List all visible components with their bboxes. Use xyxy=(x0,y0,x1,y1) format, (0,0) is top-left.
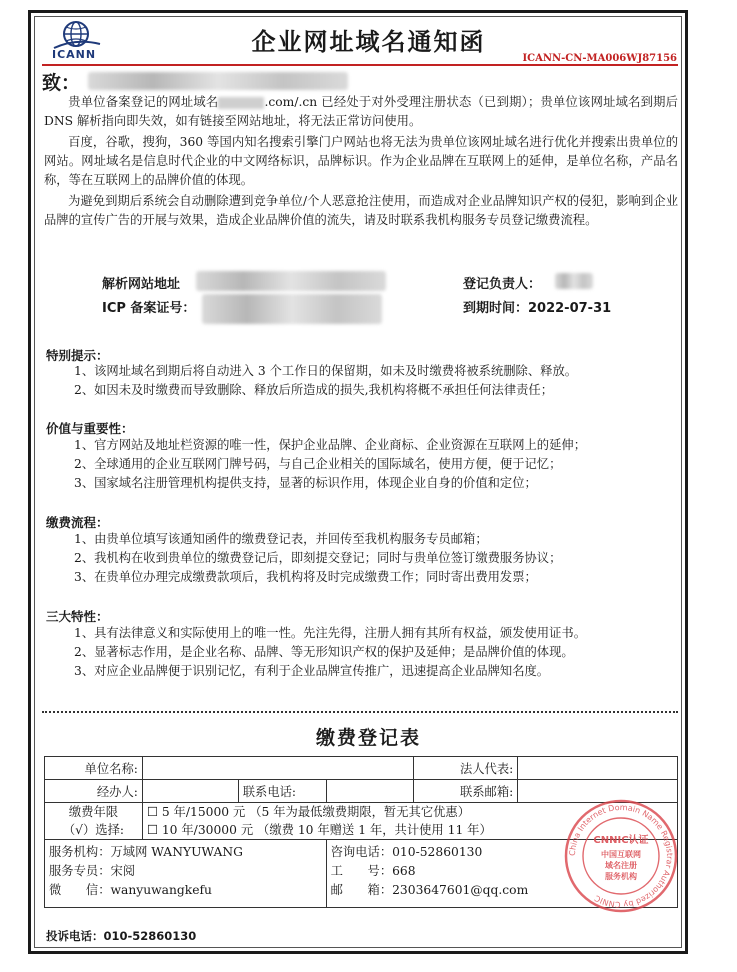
section-item: 1、由贵单位填写该通知函件的缴费登记表，并回传至我机构服务专员邮箱； xyxy=(74,532,488,546)
section-item: 3、国家域名注册管理机构提供支持，显著的标识作用，体现企业自身的价值和定位； xyxy=(74,476,537,490)
domain-redacted xyxy=(218,97,264,109)
agency-org: 服务机构：万域网 WANYUWANG xyxy=(49,845,243,859)
site-address-redacted xyxy=(196,271,386,291)
header-divider xyxy=(42,64,678,66)
document-title: 企业网址域名通知函 xyxy=(251,27,486,56)
recipient-redacted xyxy=(88,72,348,90)
section-title-features: 三大特性： xyxy=(46,609,109,624)
legal-rep-field[interactable] xyxy=(518,757,678,780)
cnnic-seal-icon xyxy=(563,798,679,914)
handler-field[interactable] xyxy=(142,780,238,803)
option-5-years[interactable]: ☐ 5 年/15000 元 （5 年为最低缴费期限，暂无其它优惠） xyxy=(146,805,471,819)
section-item: 2、显著标志作用，是企业名称、品牌、等无形知识产权的保护及延伸；是品牌价值的体现。 xyxy=(74,645,574,659)
paragraph-3 xyxy=(44,192,678,230)
contact-hotline: 咨询电话：010-52860130 xyxy=(330,845,483,859)
paragraph-1 xyxy=(44,93,678,131)
term-label-line-1: 缴费年限 xyxy=(68,805,119,819)
expiry-date: 到期时间：2022-07-31 xyxy=(463,301,612,316)
paragraph-2-text: 百度，谷歌，搜狗，360 等国内知名搜索引擎门户网站也将无法为贵单位该网址域名进行优化并搜索出贵单位的网站。网址域名是信息时代企业的中文网络标识，品牌标识。作为企业品牌在互联网上的延伸，是单位名称，产品名称，等在互联网上的品牌价值的体现。 xyxy=(44,135,678,187)
seal-line-2: 中国互联网 xyxy=(601,850,641,859)
owner-redacted xyxy=(555,273,593,289)
handler-label: 经办人: xyxy=(45,780,143,803)
seal-line-1: CNNIC认证 xyxy=(593,835,649,846)
section-title-notice: 特别提示： xyxy=(46,348,109,363)
section-title-value: 价值与重要性： xyxy=(46,421,134,436)
site-address-label: 解析网站地址 xyxy=(102,277,181,292)
section-item: 3、在贵单位办理完成缴费款项后，我机构将及时完成缴费工作；同时寄出费用发票； xyxy=(74,570,537,584)
dotted-separator xyxy=(42,711,678,713)
unit-name-field[interactable] xyxy=(142,757,414,780)
section-item: 1、具有法律意义和实际使用上的唯一性。先注先得，注册人拥有其所有权益，颁发使用证书。 xyxy=(74,626,586,640)
complaint-phone: 投诉电话：010-52860130 xyxy=(46,929,197,943)
paragraph-1-a: 贵单位备案登记的网址域名 xyxy=(68,95,219,109)
phone-label: 联系电话: xyxy=(238,780,326,803)
section-item: 3、对应企业品牌便于识别记忆，有利于企业品牌宣传推广，迅速提高企业品牌知名度。 xyxy=(74,664,550,678)
section-item: 2、我机构在收到贵单位的缴费登记后，即刻提交登记；同时与贵单位签订缴费服务协议； xyxy=(74,551,562,565)
paragraph-2 xyxy=(44,133,678,190)
icp-label: ICP 备案证号： xyxy=(102,301,196,316)
form-title: 缴费登记表 xyxy=(315,727,421,749)
seal-line-4: 服务机构 xyxy=(605,872,637,881)
section-item: 2、全球通用的企业互联网门牌号码，与自己企业相关的国际域名，使用方便，便于记忆； xyxy=(74,457,562,471)
section-item: 1、官方网站及地址栏资源的唯一性，保护企业品牌、企业商标、企业资源在互联网上的延伸； xyxy=(74,438,586,452)
section-title-process: 缴费流程： xyxy=(46,515,109,530)
contact-mail: 邮 箱：2303647601@qq.com xyxy=(330,883,529,897)
agency-staff: 服务专员：宋阅 xyxy=(49,864,136,878)
notice-code: ICANN-CN-MA006WJ87156 xyxy=(522,53,677,64)
section-item: 2、如因未及时缴费而导致删除、释放后所造成的损失,我机构将概不承担任何法律责任； xyxy=(74,383,554,397)
seal-ring-text: China Internet Domain Name Registrar Authorized by CNNIC xyxy=(567,802,675,910)
unit-name-label: 单位名称: xyxy=(45,757,143,780)
logo-text: ICANN xyxy=(52,48,97,61)
email-label: 联系邮箱: xyxy=(414,780,518,803)
term-label-line-2: （√）选择: xyxy=(62,823,125,837)
recipient-label: 致： xyxy=(42,72,81,94)
seal-line-3: 域名注册 xyxy=(605,861,637,870)
agency-info xyxy=(45,840,327,908)
option-10-years[interactable]: ☐ 10 年/30000 元 （缴费 10 年赠送 1 年，共计使用 11 年） xyxy=(146,823,492,837)
phone-field[interactable] xyxy=(326,780,414,803)
contact-job-no: 工 号：668 xyxy=(330,864,416,878)
term-label xyxy=(45,803,143,840)
paragraph-3-text: 为避免到期后系统会自动删除遭到竞争单位/个人恶意抢注使用，而造成对企业品牌知识产权的侵犯，影响到企业品牌的宣传广告的开展与效果，造成企业品牌价值的流失，请及时联系我机构服务专员登记缴费流程。 xyxy=(44,194,678,227)
section-item: 1、该网址域名到期后将自动进入 3 个工作日的保留期，如未及时缴费将被系统删除、释放。 xyxy=(74,364,578,378)
agency-wechat: 微 信：wanyuwangkefu xyxy=(49,883,212,897)
icp-redacted xyxy=(202,294,382,324)
paragraph-1-b: .com/.cn 已经处于对外受理注册状态（已到期）；贵单位该网址域名到期后 DNS 解析指向即失效，如有链接至网站地址，将无法正常访问使用。 xyxy=(44,95,678,128)
owner-label: 登记负责人： xyxy=(463,277,542,292)
legal-rep-label: 法人代表: xyxy=(414,757,518,780)
